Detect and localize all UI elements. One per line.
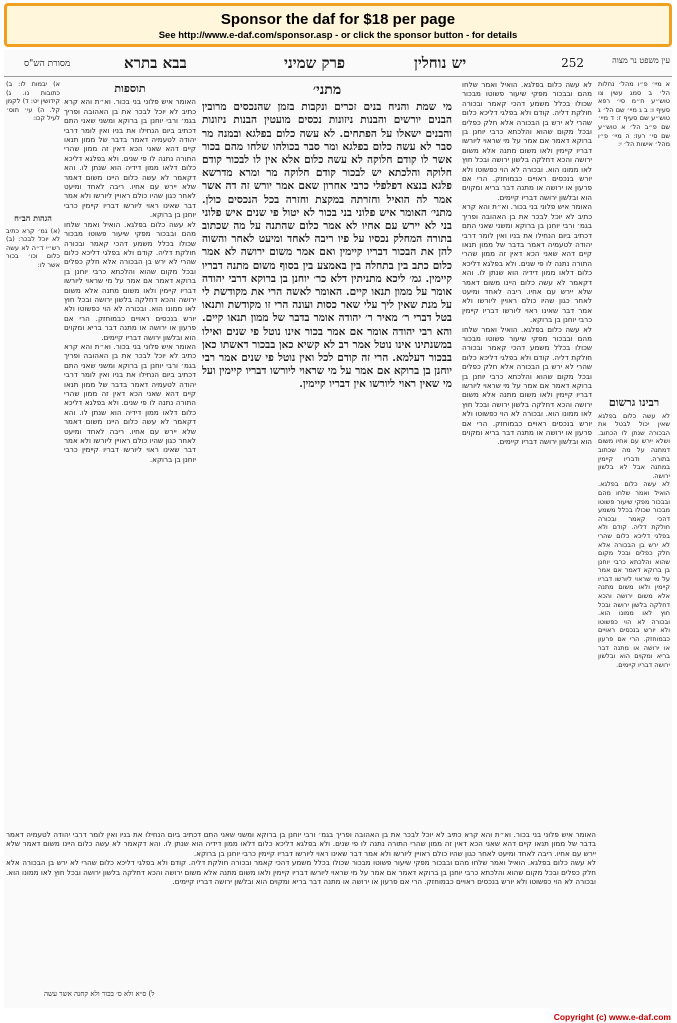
gemara-main-text: מי שמת והניח בנים זכרים ונקבות בזמן שהנכסים מרובין הבנים יורשים והבנות ניזונות נכסים מועטין הבנות ניזונות והבנים ישאלו על הפתחים. לא עשה כלום בפלגא ובמנה מר סבר לא עשה כלום בפלגא ומר סבר בכולהו שלחו מהם בכור אשר לו קודם חלוקה לא עשה כלום אלא אין לו לבכור קודם חלוקה והלכתא יש לבכור קודם חלוקה מר ומרא מדרשא פלגא בנצא דפלפלי כרבי אחרון שאם אמר יורש זה דה אשר אמר לה הואיל וחזרתה במקצת וחזרה בכל הנכסים כולן. מתני׳ האומר איש פלוני בני בכור לא יטול פי שנים איש פלוני בני לא יירש עם אחיו לא אמר כלום שהתנה על מה שכתוב בתורה המחלק נכסיו על פיו ריבה לאחד ומיעט לאחר והשוה להן את הבכור דבריו קיימין ואם אמר משום ירושה לא אמר כלום כתב בין בתחלה בין באמצע בין בסוף משום מתנה דבריו קיימין. גמ׳ ליכא מתניתין דלא כר׳ יוחנן בן ברוקא דרבי יהודה אומר על ממון תנאו קיים. האומר לאשה הרי את מקודשת לי על מנת שאין ליך עלי שאר כסות ועונה הרי זו מקודשת ותנאו בטל דברי ר׳ מאיר ר׳ יהודה אומר בדבר של ממון תנאו קיים. והא רבי יהודה אומר אם אמר בכור אינו נוטל פי שנים ואילו במשנתינו אינו נוטל אמר רב לא קשיא כאן בבכור דאשתו כאן בבכור דעלמא. הרי זה קודם לכל ואין נוטל פי שנים אמר רבי יוחנן בן ברוקא אם אמר על מי שראוי ליורשו דבריו קיימין ועל מי שאין ראוי ליורשו אין דבריו קיימין. [202,101,452,391]
footnote: ל) ס״א ולא ס׳ בכור ולא קחנה אשר עשה [44,990,155,998]
bottom-commentary [6,830,596,985]
rashi-column [462,80,592,770]
hagahot-column [6,210,60,510]
masoret-column [6,80,60,200]
sponsor-title[interactable]: Sponsor the daf for $18 per page [220,11,456,28]
masoret-text: א) יבמות לו: ב) כתובות נו. ג) קידושין יט: ד) לקמן קל. ה) עי׳ תוס׳ לעיל קכו: [6,80,60,123]
sponsor-banner[interactable] [4,3,672,47]
mishnah-label: מתני׳ [312,82,342,98]
sponsor-subtitle[interactable]: See http://www.e-daf.com/sponsor.asp - or click the sponsor button - for details [158,30,518,41]
page-number: 252 [561,56,584,70]
tosafot-text-cont2: האומר איש פלוני בני בכור. וא״ת והא קרא כתיב לא יוכל לבכר את בן האהובה ופריך בגמ׳ ורבי יוחנן בן ברוקא ומשני שאני התם דכתיב ביום הנחילו את בניו ואין לומר דרבי יהודה לטעמיה דאמר בדבר של ממון תנאו קיים דהא שאני הכא דאין זה ממון שהרי התורה נתנה לו פי שנים. ולא בפלגא דליכא כלום דלאו ממון דידיה הוא שנתן לו. והא דקאמר לא עשה כלום היינו משום דאמר שלא יירש עם אחיו. ריבה לאחד ומיעט לאחר כגון שהיו כולם ראויין ליורשו ולא אמר דבר שאינו ראוי ליורשו דבריו קיימין כרבי יוחנן בן ברוקא. [64,341,196,464]
ein-mishpat-text: א מיי׳ פ״ו מהל׳ נחלות הל׳ ב סמג עשין צו טוש״ע ח״מ סי׳ רפא סעיף ו: ב ג מיי׳ שם הל׳ ג טוש״ע שם סעיף ז: ד מיי׳ שם פ״ב הל׳ א טוש״ע שם סי׳ רעז: ה מיי׳ פ״ו מהל׳ אישות הל׳ י: [598,80,670,149]
header-masoret: מסורת הש"ס [24,59,71,69]
hagahot-label: הגהות הב״ח [14,213,52,223]
copyright-link[interactable]: Copyright (c) www.e-daf.com [553,1012,671,1022]
rabbeinu-gershom-text: לא עשה כלום בפלגא שאין יכול לבטל את הבכורה שנתן לו הכתוב. ושלא יירש עם אחיו משום דמתנה על מה שכתוב בתורה. ודבריו קיימין במתנה אבל לא בלשון ירושה. [598,411,670,480]
tosafot-text: האומר איש פלוני בני בכור. וא״ת והא קרא כתיב לא יוכל לבכר את בן האהובה ופריך בגמ׳ ורבי יוחנן בן ברוקא ומשני שאני התם דכתיב ביום הנחילו את בניו ואין לומר דרבי יהודה לטעמיה דאמר בדבר של ממון תנאו קיים דהא שאני הכא דאין זה ממון שהרי התורה נתנה לו פי שנים. ולא בפלגא דליכא כלום דלאו ממון דידיה הוא שנתן לו. והא דקאמר לא עשה כלום היינו משום דאמר שלא יירש עם אחיו. ריבה לאחד ומיעט לאחר כגון שהיו כולם ראויין ליורשו ולא אמר דבר שאינו ראוי ליורשו דבריו קיימין כרבי יוחנן בן ברוקא. [64,97,196,220]
rashi-text-cont2: לא עשה כלום בפלגא. הואיל ואמר שלחו מהם ובבכור מפקי שיעור פשוטו מבכור שכולו בכלל משמע דהכי קאמר ובכורה חולקת דליה. קודם ולא בפלגי דליכא כלום שהרי לא ירש בן הבכורה אלא חלק כפלים ובכל מקום שהוא והלכתא כרבי יוחנן בן ברוקא דאמר אם אמר על מי שראוי ליורשו דבריו קיימין ולאו משום מתנה אלא משום ירושה והכא דחלקה בלשון ירושה ובכל חוץ לאו ממונו הוא. ובכורה לא הוי כפשוטו ולא יורש בנכסים ראויים כבמוחזק. הרי אם פרעון או ירושה או מתנה דבר בריא ומקוים הוא ובלשון ירושה דבריו קיימים. [462,324,592,447]
ein-mishpat-column [598,80,670,390]
tosafot-label: תוספות [114,82,146,95]
rabbeinu-gershom-column [598,395,670,995]
rashi-text: לא עשה כלום בפלגא. הואיל ואמר שלחו מהם ובבכור מפקי שיעור פשוטו מבכור שכולו בכלל משמע דהכי קאמר ובכורה חולקת דליה. קודם ולא בפלגי דליכא כלום שהרי לא ירש בן הבכורה אלא חלק כפלים ובכל מקום שהוא והלכתא כרבי יוחנן בן ברוקא דאמר אם אמר על מי שראוי ליורשו דבריו קיימין ולאו משום מתנה אלא משום ירושה והכא דחלקה בלשון ירושה ובכל חוץ לאו ממונו הוא. ובכורה לא הוי כפשוטו ולא יורש בנכסים ראויים כבמוחזק. הרי אם פרעון או ירושה או מתנה דבר בריא ומקוים הוא ובלשון ירושה דבריו קיימים. [462,80,592,202]
header-rule [4,76,672,77]
header-chapter: יש נוחלין [414,54,467,72]
gemara-main-column [202,80,452,820]
bottom-commentary-text: האומר איש פלוני בני בכור. וא״ת והא קרא כתיב לא יוכל לבכר את בן האהובה ופריך בגמ׳ ורבי יוחנן בן ברוקא ומשני שאני התם דכתיב ביום הנחילו את בניו ואין לומר דרבי יהודה לטעמיה דאמר בדבר של ממון תנאו קיים דהא שאני הכא דאין זה ממון שהרי התורה נתנה לו פי שנים. ולא בפלגא דליכא כלום דלאו ממון דידיה הוא שנתן לו. והא דקאמר לא עשה כלום היינו משום דאמר שלא יירש עם אחיו. ריבה לאחד ומיעט לאחר כגון שהיו כולם ראויין ליורשו ולא אמר דבר שאינו ראוי ליורשו דבריו קיימין כרבי יוחנן בן ברוקא. [6,830,596,858]
hagahot-text: (א) גמ׳ קרא כתיב לא יוכל לבכר: (ב) רש״י ד״ה לא עשה כלום וכו׳ בכור אשר לו: [6,226,60,269]
rabbeinu-gershom-label: רבינו גרשום [608,396,660,409]
header-tractate: בבא בתרא [124,54,187,72]
header-perek: פרק שמיני [284,54,346,72]
tosafot-text-cont: לא עשה כלום בפלגא. הואיל ואמר שלחו מהם ובבכור מפקי שיעור פשוטו מבכור שכולו בכלל משמע דהכי קאמר ובכורה חולקת דליה. קודם ולא בפלגי דליכא כלום שהרי לא ירש בן הבכורה אלא חלק כפלים ובכל מקום שהוא והלכתא כרבי יוחנן בן ברוקא דאמר אם אמר על מי שראוי ליורשו דבריו קיימין ולאו משום מתנה אלא משום ירושה והכא דחלקה בלשון ירושה ובכל חוץ לאו ממונו הוא. ובכורה לא הוי כפשוטו ולא יורש בנכסים ראויים כבמוחזק. הרי אם פרעון או ירושה או מתנה דבר בריא ומקוים הוא ובלשון ירושה דבריו קיימים. [64,219,196,342]
tosafot-column [64,80,196,820]
rashi-text-cont: האומר איש פלוני בני בכור. וא״ת והא קרא כתיב לא יוכל לבכר את בן האהובה ופריך בגמ׳ ורבי יוחנן בן ברוקא ומשני שאני התם דכתיב ביום הנחילו את בניו ואין לומר דרבי יהודה לטעמיה דאמר בדבר של ממון תנאו קיים דהא שאני הכא דאין זה ממון שהרי התורה נתנה לו פי שנים. ולא בפלגא דליכא כלום דלאו ממון דידיה הוא שנתן לו. והא דקאמר לא עשה כלום היינו משום דאמר שלא יירש עם אחיו. ריבה לאחד ומיעט לאחר כגון שהיו כולם ראויין ליורשו ולא אמר דבר שאינו ראוי ליורשו דבריו קיימין כרבי יוחנן בן ברוקא. [462,202,592,325]
bottom-commentary-text-cont: לא עשה כלום בפלגא. הואיל ואמר שלחו מהם ובבכור מפקי שיעור פשוטו מבכור שכולו בכלל משמע דהכי קאמר ובכורה חולקת דליה. קודם ולא בפלגי דליכא כלום שהרי לא ירש בן הבכורה אלא חלק כפלים ובכל מקום שהוא והלכתא כרבי יוחנן בן ברוקא דאמר אם אמר על מי שראוי ליורשו דבריו קיימין ולאו משום מתנה אלא משום ירושה והכא דחלקה בלשון ירושה ובכל חוץ לאו ממונו הוא. ובכורה לא הוי כפשוטו ולא יורש בנכסים ראויים כבמוחזק. הרי אם פרעון או ירושה או מתנה דבר בריא ומקוים הוא ובלשון ירושה דבריו קיימים. [6,858,596,887]
header-ein-mishpat: עין משפט נר מצוה [612,56,670,65]
talmud-page [4,50,672,1008]
rabbeinu-gershom-text-cont: לא עשה כלום בפלגא. הואיל ואמר שלחו מהם ובבכור מפקי שיעור פשוטו מבכור שכולו בכלל משמע דהכי קאמר ובכורה חולקת דליה. קודם ולא בפלגי דליכא כלום שהרי לא ירש בן הבכורה אלא חלק כפלים ובכל מקום שהוא והלכתא כרבי יוחנן בן ברוקא דאמר אם אמר על מי שראוי ליורשו דבריו קיימין ולאו משום מתנה אלא משום ירושה והכא דחלקה בלשון ירושה ובכל חוץ לאו ממונו הוא. ובכורה לא הוי כפשוטו ולא יורש בנכסים ראויים כבמוחזק. הרי אם פרעון או ירושה או מתנה דבר בריא ומקוים הוא ובלשון ירושה דבריו קיימים. [598,480,670,669]
